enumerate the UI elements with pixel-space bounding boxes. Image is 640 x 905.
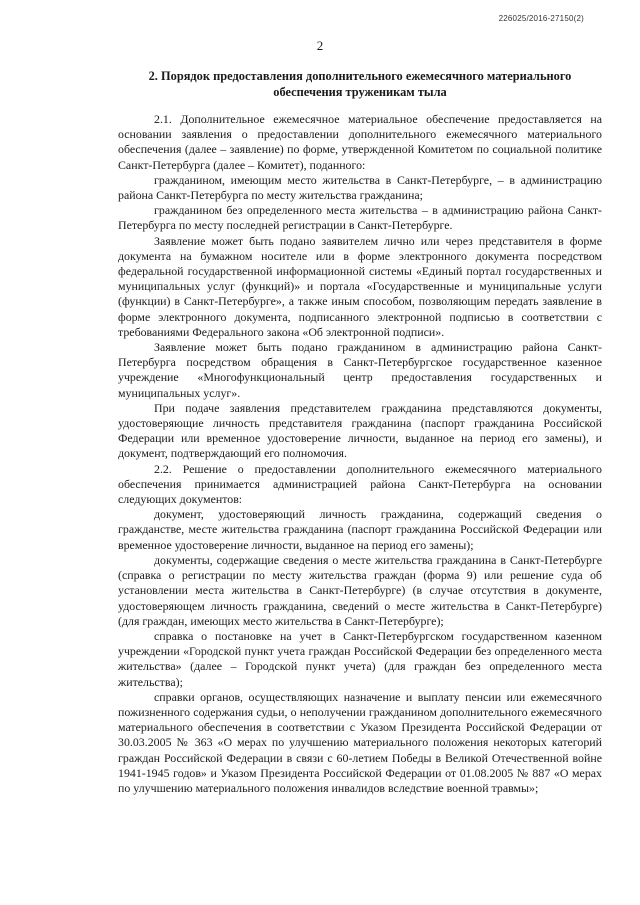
paragraph-2-2: 2.2. Решение о предоставлении дополнительного ежемесячного материального обеспечения принимается администрацией района Санкт-Петербурга на основании следующих документов: — [118, 461, 602, 507]
list-item-identity-document: документ, удостоверяющий личность гражданина, содержащий сведения о гражданстве, месте жительства гражданина (паспорт гражданина Российской Федерации или временное удостоверение личности, выданное на период его замены); — [118, 507, 602, 552]
paragraph-representative: При подаче заявления представителем гражданина представляются документы, удостоверяющие личность представителя гражданина (паспорт гражданина Российской Федерации или временное удостоверение личности, выданное на период его замены), и документ, подтверждающий его полномочия. — [118, 400, 602, 461]
paragraph-mfc-submission: Заявление может быть подано гражданином в администрацию района Санкт-Петербурга посредством обращения в Санкт-Петербургское государственное казенное учреждение «Многофункциональный центр предоставления государственных и муниципальных услуг». — [118, 340, 602, 400]
list-item-residence-documents: документы, содержащие сведения о месте жительства гражданина в Санкт-Петербурге (справка о регистрации по месту жительства граждан (форма 9) или решение суда об установлении места жительства в Санкт-Петербурге) (в случае отсутствия в документе, удостоверяющем личность гражданина, сведений о месте жительства в Санкт-Петербурге) (для граждан, имеющих место жительства в Санкт-Петербурге); — [118, 552, 602, 628]
page-number: 2 — [316, 38, 324, 53]
document-reference-number: 226025/2016-27150(2) — [498, 14, 584, 23]
paragraph-homeless: гражданином без определенного места жительства – в администрацию района Санкт-Петербурга по месту последней регистрации в Санкт-Петербурге. — [118, 203, 602, 233]
paragraph-resident: гражданином, имеющим место жительства в Санкт-Петербурге, – в администрацию района Санкт-Петербурга по месту жительства гражданина; — [118, 172, 602, 203]
document-body — [118, 112, 602, 796]
paragraph-submission-methods: Заявление может быть подано заявителем лично или через представителя в форме документа на бумажном носителе или в форме электронного документа посредством федеральной государственной информационной системы «Единый портал государственных и муниципальных услуг (функций)» и портала «Государственные и муниципальные услуги (функции) в Санкт-Петербурге», а также иным способом, позволяющим передать заявление в форме электронного документа, подписанного электронной подписью в соответствии с требованиями Федерального закона «Об электронной подписи». — [118, 233, 602, 339]
list-item-pension-certificates: справки органов, осуществляющих назначение и выплату пенсии или ежемесячного пожизненного содержания судьи, о неполучении гражданином дополнительного ежемесячного материального обеспечения в соответствии с Указом Президента Российской Федерации от 30.03.2005 № 363 «О мерах по улучшению материального положения некоторых категорий граждан Российской Федерации в связи с 60-летием Победы в Великой Отечественной войне 1941-1945 годов» и Указом Президента Российской Федерации от 01.08.2005 № 887 «О мерах по улучшению материального положения инвалидов вследствие военной травмы»; — [118, 689, 602, 795]
list-item-registration-certificate: справка о постановке на учет в Санкт-Петербургском государственном казенном учреждении «Городской пункт учета граждан Российской Федерации без определенного места жительства» (далее – Городской пункт учета) (для граждан без определенного места жительства); — [118, 628, 602, 689]
paragraph-2-1: 2.1. Дополнительное ежемесячное материальное обеспечение предоставляется на основании заявления о предоставлении дополнительного ежемесячного материального обеспечения (далее – заявление) по форме, утвержденной Комитетом по социальной политике Санкт-Петербурга (далее – Комитет), поданного: — [118, 112, 602, 172]
section-heading: 2. Порядок предоставления дополнительного ежемесячного материального обеспечения труженикам тыла — [148, 69, 572, 99]
